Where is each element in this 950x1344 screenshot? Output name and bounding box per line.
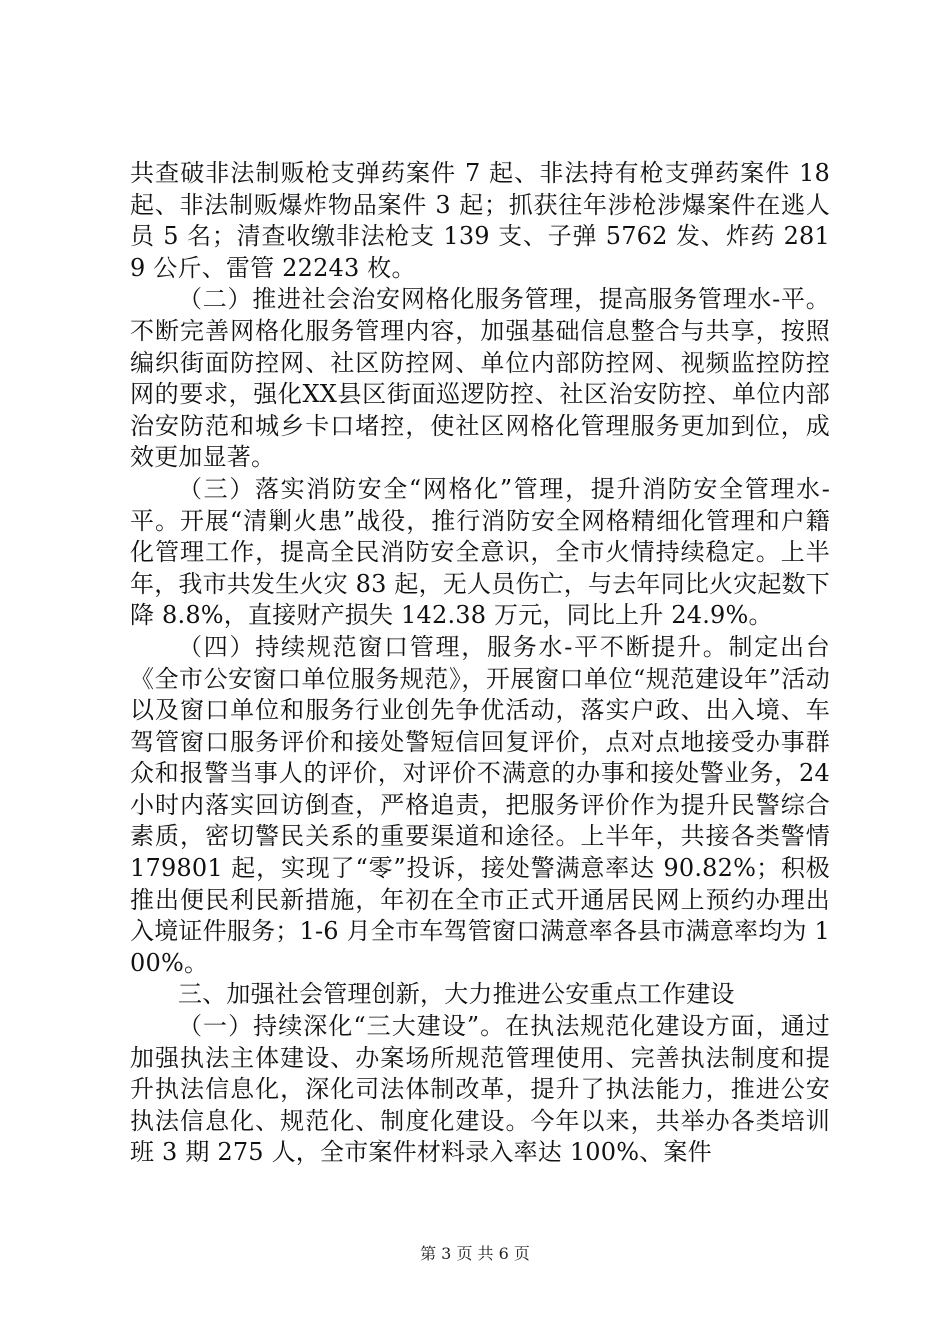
paragraph-3: （三）落实消防安全“网格化”管理，提升消防安全管理水-平。开展“清剿火患”战役，推行消防安全网格精细化管理和户籍化管理工作，提高全民消防安全意识，全市火情持续稳定。上半年，我市共发生火灾 83 起，无人员伤亡，与去年同比火灾起数下降 8.8%，直接财产损失 142.38 万元，同比上升 24.9%。 <box>130 474 830 630</box>
page-number-label: 第 3 页 共 6 页 <box>420 1244 530 1263</box>
paragraph-4: （四）持续规范窗口管理，服务水-平不断提升。制定出台《全市公安窗口单位服务规范》，开展窗口单位“规范建设年”活动以及窗口单位和服务行业创先争优活动，落实户政、出入境、车驾管窗口服务评价和接处警短信回复评价，点对点地接受办事群众和报警当事人的评价，对评价不满意的办事和接处警业务，24 小时内落实回访倒查，严格追责，把服务评价作为提升民警综合素质，密切警民关系的重要渠道和途径。上半年，共接各类警情 179801 起，实现了“零”投诉，接处警满意率达 90.82%；积极推出便民利民新措施，年初在全市正式开通居民网上预约办理出入境证件服务；1-6 月全市车驾管窗口满意率各县市满意率均为 100%。 <box>130 632 830 977</box>
document-body <box>130 158 830 1169</box>
page-footer <box>0 1244 950 1264</box>
paragraph-2: （二）推进社会治安网格化服务管理，提高服务管理水-平。不断完善网格化服务管理内容，加强基础信息整合与共享，按照编织街面防控网、社区防控网、单位内部防控网、视频监控防控网的要求，强化XX县区街面巡逻防控、社区治安防控、单位内部治安防范和城乡卡口堵控，使社区网格化管理服务更加到位，成效更加显著。 <box>130 285 830 472</box>
section-heading-3: 三、加强社会管理创新，大力推进公安重点工作建设 <box>178 980 735 1009</box>
paragraph-5: （一）持续深化“三大建设”。在执法规范化建设方面，通过加强执法主体建设、办案场所规范管理使用、完善执法制度和提升执法信息化，深化司法体制改革，提升了执法能力，推进公安执法信息化、规范化、制度化建设。今年以来，共举办各类培训班 3 期 275 人，全市案件材料录入率达 100%、案件 <box>130 1012 830 1167</box>
paragraph-1: 共查破非法制贩枪支弹药案件 7 起、非法持有枪支弹药案件 18 起、非法制贩爆炸物品案件 3 起；抓获往年涉枪涉爆案件在逃人员 5 名；清查收缴非法枪支 139 支、子弹 5762 发、炸药 2819 公斤、雷管 22243 枚。 <box>130 159 830 282</box>
